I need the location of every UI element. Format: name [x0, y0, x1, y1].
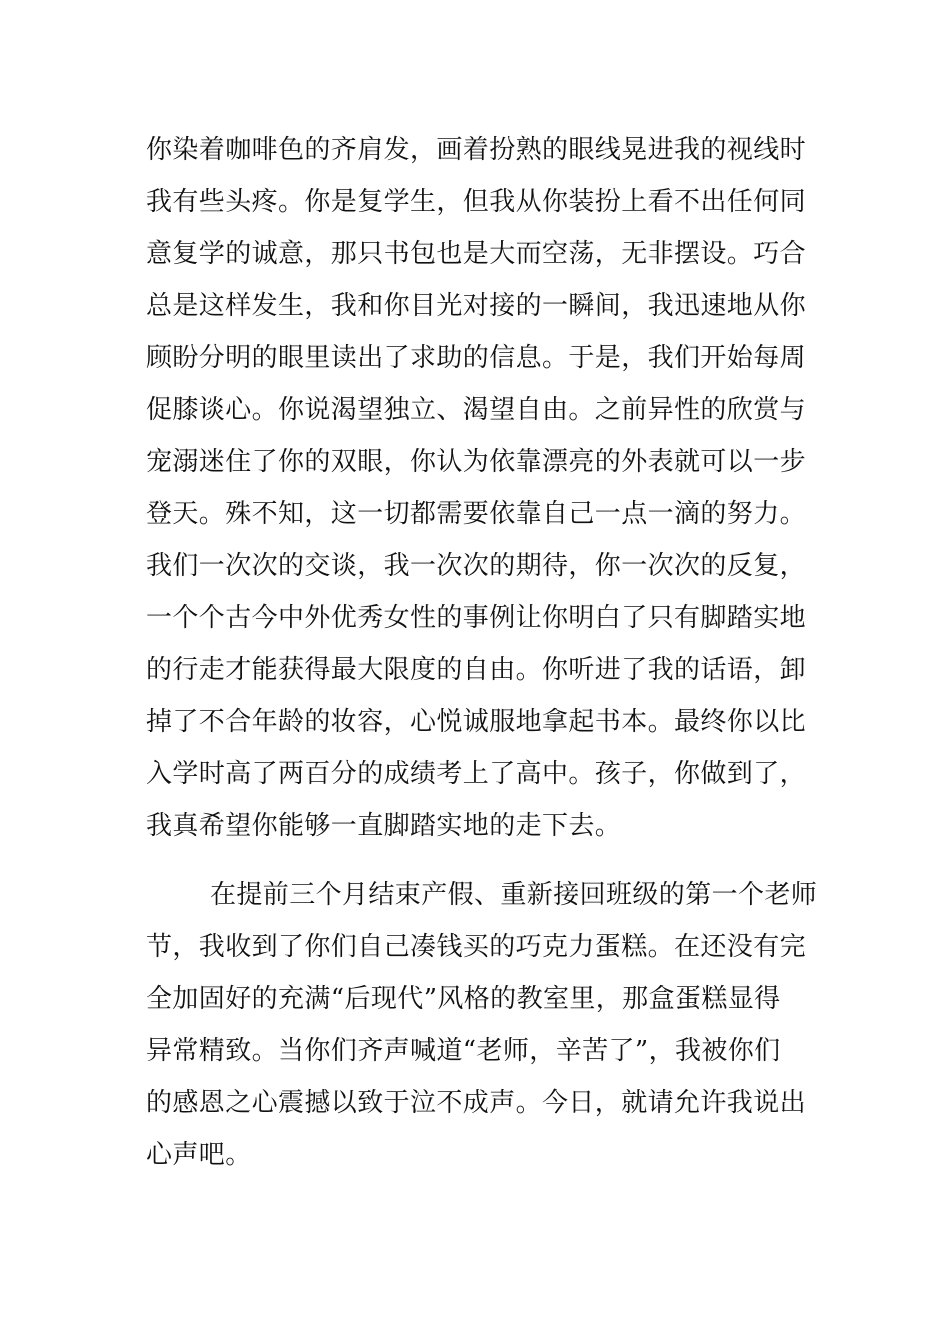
paragraph-line: 顾盼分明的眼里读出了求助的信息。于是，我们开始每周 — [146, 343, 807, 373]
paragraph-line: 促膝谈心。你说渴望独立、渴望自由。之前异性的欣赏与 — [146, 395, 807, 425]
paragraph-line: 全加固好的充满“后现代”风格的教室里，那盒蛋糕显得 — [146, 984, 781, 1014]
paragraph-line: 一个个古今中外优秀女性的事例让你明白了只有脚踏实地 — [146, 603, 807, 633]
paragraph-line: 节，我收到了你们自己凑钱买的巧克力蛋糕。在还没有完 — [146, 932, 807, 962]
paragraph-line: 掉了不合年龄的妆容，心悦诚服地拿起书本。最终你以比 — [146, 707, 807, 737]
paragraph-line: 心声吧。 — [146, 1140, 252, 1170]
paragraph-line: 我真希望你能够一直脚踏实地的走下去。 — [146, 811, 622, 841]
paragraph-line: 异常精致。当你们齐声喊道“老师，辛苦了”，我被你们 — [146, 1036, 781, 1066]
paragraph-line: 我们一次次的交谈，我一次次的期待，你一次次的反复， — [146, 551, 807, 581]
paragraph-line: 你染着咖啡色的齐肩发，画着扮熟的眼线晃进我的视线时 — [146, 135, 807, 165]
paragraph-line: 我有些头疼。你是复学生，但我从你装扮上看不出任何同 — [146, 187, 807, 217]
paragraph-line: 登天。殊不知，这一切都需要依靠自己一点一滴的努力。 — [146, 499, 807, 529]
paragraph-line: 的行走才能获得最大限度的自由。你听进了我的话语，卸 — [146, 655, 807, 685]
paragraph-line: 的感恩之心震撼以致于泣不成声。今日，就请允许我说出 — [146, 1088, 807, 1118]
paragraph-line: 宠溺迷住了你的双眼，你认为依靠漂亮的外表就可以一步 — [146, 447, 807, 477]
paragraph-line: 入学时高了两百分的成绩考上了高中。孩子，你做到了， — [146, 759, 807, 789]
paragraph-line: 意复学的诚意，那只书包也是大而空荡，无非摆设。巧合 — [146, 239, 807, 269]
paragraph-line: 总是这样发生，我和你目光对接的一瞬间，我迅速地从你 — [146, 291, 807, 321]
paragraph-line: 在提前三个月结束产假、重新接回班级的第一个老师 — [210, 880, 818, 910]
